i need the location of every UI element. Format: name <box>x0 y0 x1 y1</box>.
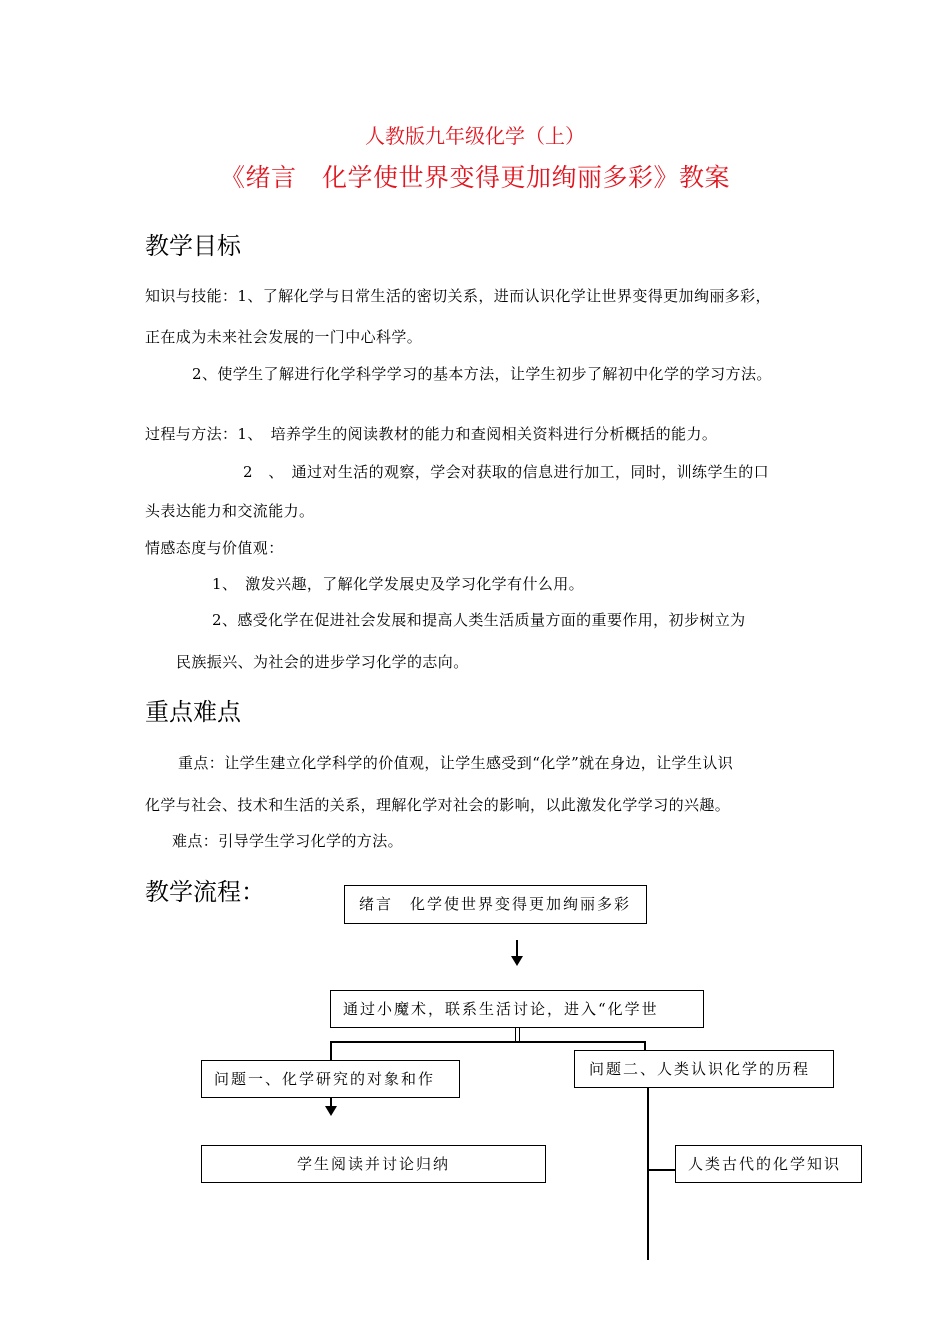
flow-box-magic <box>330 990 704 1028</box>
flow-box-question-1 <box>201 1060 460 1098</box>
flow-arrow-down-1 <box>511 956 523 966</box>
key-point-line-2: 化学与社会、技术和生活的关系，理解化学对社会的影响，以此激发化学学习的兴趣。 <box>145 796 731 814</box>
process-item-1: 过程与方法：1、 培养学生的阅读教材的能力和查阅相关资料进行分析概括的能力。 <box>145 425 718 443</box>
flow-connector-double-b <box>519 1028 520 1042</box>
flow-connector-q2-vertical <box>647 1088 649 1260</box>
flow-connector-horizontal <box>330 1041 645 1043</box>
emotion-item-1: 1、 激发兴趣，了解化学发展史及学习化学有什么用。 <box>212 575 585 593</box>
heading-key-points: 重点难点 <box>145 698 241 726</box>
heading-teaching-flow: 教学流程： <box>145 878 265 906</box>
flow-box-question-1-label: 问题一、化学研究的对象和作 <box>214 1070 436 1088</box>
flow-box-ancient-chemistry <box>675 1145 862 1183</box>
process-item-2-line-2: 头表达能力和交流能力。 <box>145 502 315 520</box>
emotion-item-2-line-1: 2、感受化学在促进社会发展和提高人类生活质量方面的重要作用，初步树立为 <box>212 611 746 629</box>
difficulty-point: 难点：引导学生学习化学的方法。 <box>172 832 404 850</box>
flow-box-intro <box>344 885 647 924</box>
heading-teaching-goals: 教学目标 <box>145 232 241 260</box>
flow-box-student-reading-label: 学生阅读并讨论归纳 <box>296 1155 450 1173</box>
document-subtitle: 《绪言 化学使世界变得更加绚丽多彩》教案 <box>219 163 730 192</box>
flow-connector-left-drop <box>330 1041 332 1061</box>
knowledge-item-1-line-1: 知识与技能：1、了解化学与日常生活的密切关系，进而认识化学让世界变得更加绚丽多彩， <box>145 287 771 305</box>
emotion-heading: 情感态度与价值观： <box>145 539 284 557</box>
flow-box-intro-label: 绪言 化学使世界变得更加绚丽多彩 <box>359 895 632 913</box>
knowledge-item-1-line-2: 正在成为未来社会发展的一门中心科学。 <box>145 328 423 346</box>
flow-box-student-reading <box>201 1145 546 1183</box>
flow-box-magic-label: 通过小魔术，联系生活讨论，进入“化学世 <box>343 1000 659 1018</box>
document-title: 人教版九年级化学（上） <box>365 124 585 148</box>
flow-box-question-2 <box>574 1050 834 1088</box>
knowledge-item-2: 2、使学生了解进行化学科学学习的基本方法，让学生初步了解初中化学的学习方法。 <box>192 365 772 383</box>
flow-arrow-down-2 <box>325 1106 337 1116</box>
flow-box-ancient-chemistry-label: 人类古代的化学知识 <box>688 1155 842 1173</box>
key-point-line-1: 重点：让学生建立化学科学的价值观，让学生感受到“化学”就在身边，让学生认识 <box>178 754 734 772</box>
emotion-item-2-line-2: 民族振兴、为社会的进步学习化学的志向。 <box>176 653 469 671</box>
flow-connector-q2-branch <box>647 1169 675 1171</box>
flow-connector-double-a <box>515 1028 516 1042</box>
process-item-2-line-1: 2 、 通过对生活的观察，学会对获取的信息进行加工，同时，训练学生的口 <box>243 463 770 481</box>
flow-box-question-2-label: 问题二、人类认识化学的历程 <box>589 1060 811 1078</box>
